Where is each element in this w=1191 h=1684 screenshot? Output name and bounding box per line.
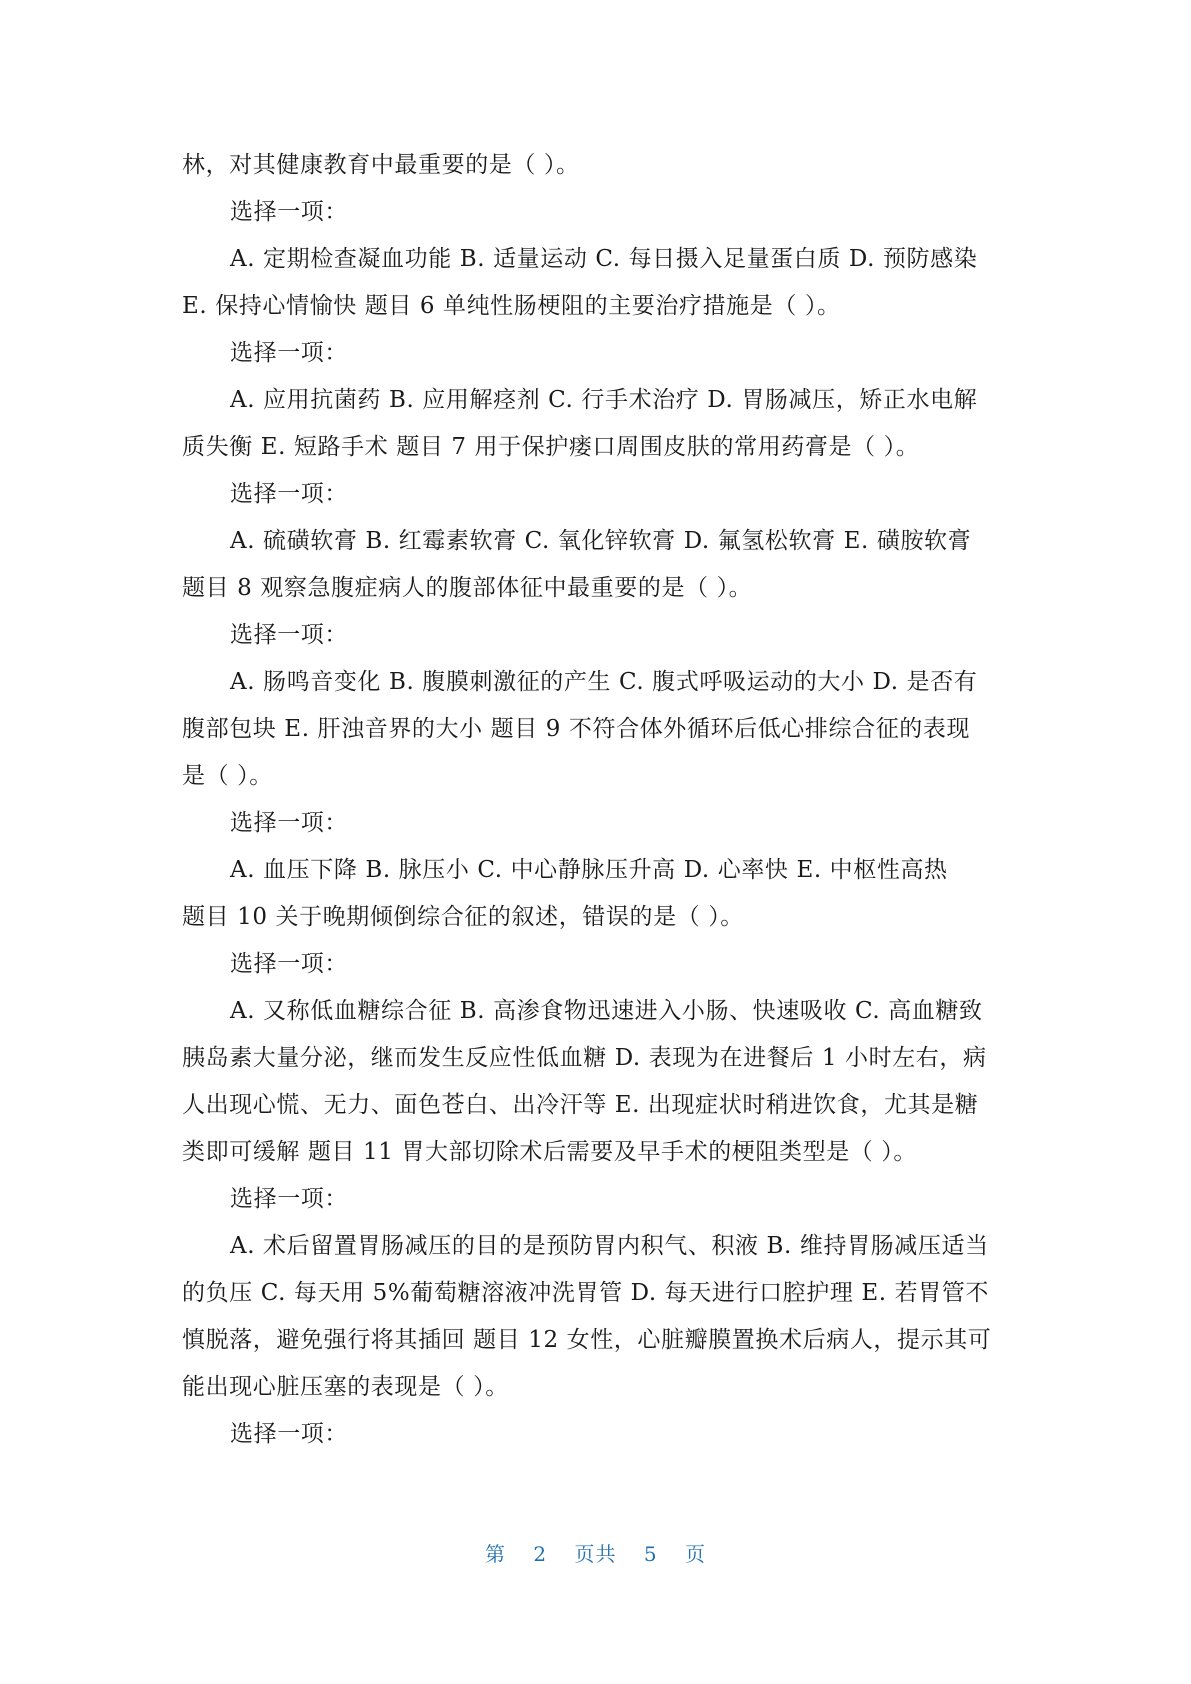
- text-line: A. 硫磺软膏 B. 红霉素软膏 C. 氧化锌软膏 D. 氟氢松软膏 E. 磺胺软膏: [230, 528, 972, 554]
- text-line: A. 又称低血糖综合征 B. 高渗食物迅速进入小肠、快速吸收 C. 高血糖致: [230, 998, 983, 1024]
- option-prompt: 选择一项：: [230, 951, 348, 977]
- option-prompt: 选择一项：: [230, 199, 348, 225]
- option-prompt: 选择一项：: [230, 481, 348, 507]
- text-line: A. 血压下降 B. 脉压小 C. 中心静脉压升高 D. 心率快 E. 中枢性高热: [230, 857, 948, 883]
- text-line: 人出现心慌、无力、面色苍白、出冷汗等 E. 出现症状时稍进饮食，尤其是糖: [182, 1092, 979, 1118]
- text-line: 类即可缓解 题目 11 胃大部切除术后需要及早手术的梗阻类型是（ ）。: [182, 1139, 918, 1165]
- footer-middle: 页共: [574, 1542, 617, 1566]
- document-body: [182, 142, 1012, 1458]
- footer-prefix: 第: [485, 1542, 507, 1566]
- option-prompt: 选择一项：: [230, 1186, 348, 1212]
- text-line: 腹部包块 E. 肝浊音界的大小 题目 9 不符合体外循环后低心排综合征的表现: [182, 716, 971, 742]
- text-line: A. 肠鸣音变化 B. 腹膜刺激征的产生 C. 腹式呼吸运动的大小 D. 是否有: [230, 669, 978, 695]
- text-line: 题目 8 观察急腹症病人的腹部体征中最重要的是（ ）。: [182, 575, 753, 601]
- total-page-number: 5: [643, 1542, 658, 1566]
- option-prompt: 选择一项：: [230, 1421, 348, 1447]
- text-line: E. 保持心情愉快 题目 6 单纯性肠梗阻的主要治疗措施是（ ）。: [182, 293, 841, 319]
- option-prompt: 选择一项：: [230, 622, 348, 648]
- footer-suffix: 页: [684, 1542, 706, 1566]
- option-prompt: 选择一项：: [230, 340, 348, 366]
- current-page-number: 2: [533, 1542, 548, 1566]
- text-line: A. 应用抗菌药 B. 应用解痉剂 C. 行手术治疗 D. 胃肠减压，矫正水电解: [230, 387, 978, 413]
- option-prompt: 选择一项：: [230, 810, 348, 836]
- text-line: 题目 10 关于晚期倾倒综合征的叙述，错误的是（ ）。: [182, 904, 744, 930]
- page-footer: [0, 1538, 1191, 1567]
- text-line: A. 定期检查凝血功能 B. 适量运动 C. 每日摄入足量蛋白质 D. 预防感染: [230, 246, 978, 272]
- text-line: 质失衡 E. 短路手术 题目 7 用于保护瘘口周围皮肤的常用药膏是（ ）。: [182, 434, 920, 460]
- text-line: 慎脱落，避免强行将其插回 题目 12 女性，心脏瓣膜置换术后病人，提示其可: [182, 1327, 992, 1353]
- text-line: 林，对其健康教育中最重要的是（ ）。: [182, 152, 580, 178]
- text-line: A. 术后留置胃肠减压的目的是预防胃内积气、积液 B. 维持胃肠减压适当: [230, 1233, 989, 1259]
- text-line: 的负压 C. 每天用 5%葡萄糖溶液冲洗胃管 D. 每天进行口腔护理 E. 若胃管不: [182, 1280, 989, 1306]
- text-line: 胰岛素大量分泌，继而发生反应性低血糖 D. 表现为在进餐后 1 小时左右，病: [182, 1045, 987, 1071]
- text-line: 是（ ）。: [182, 763, 273, 789]
- text-line: 能出现心脏压塞的表现是（ ）。: [182, 1374, 509, 1400]
